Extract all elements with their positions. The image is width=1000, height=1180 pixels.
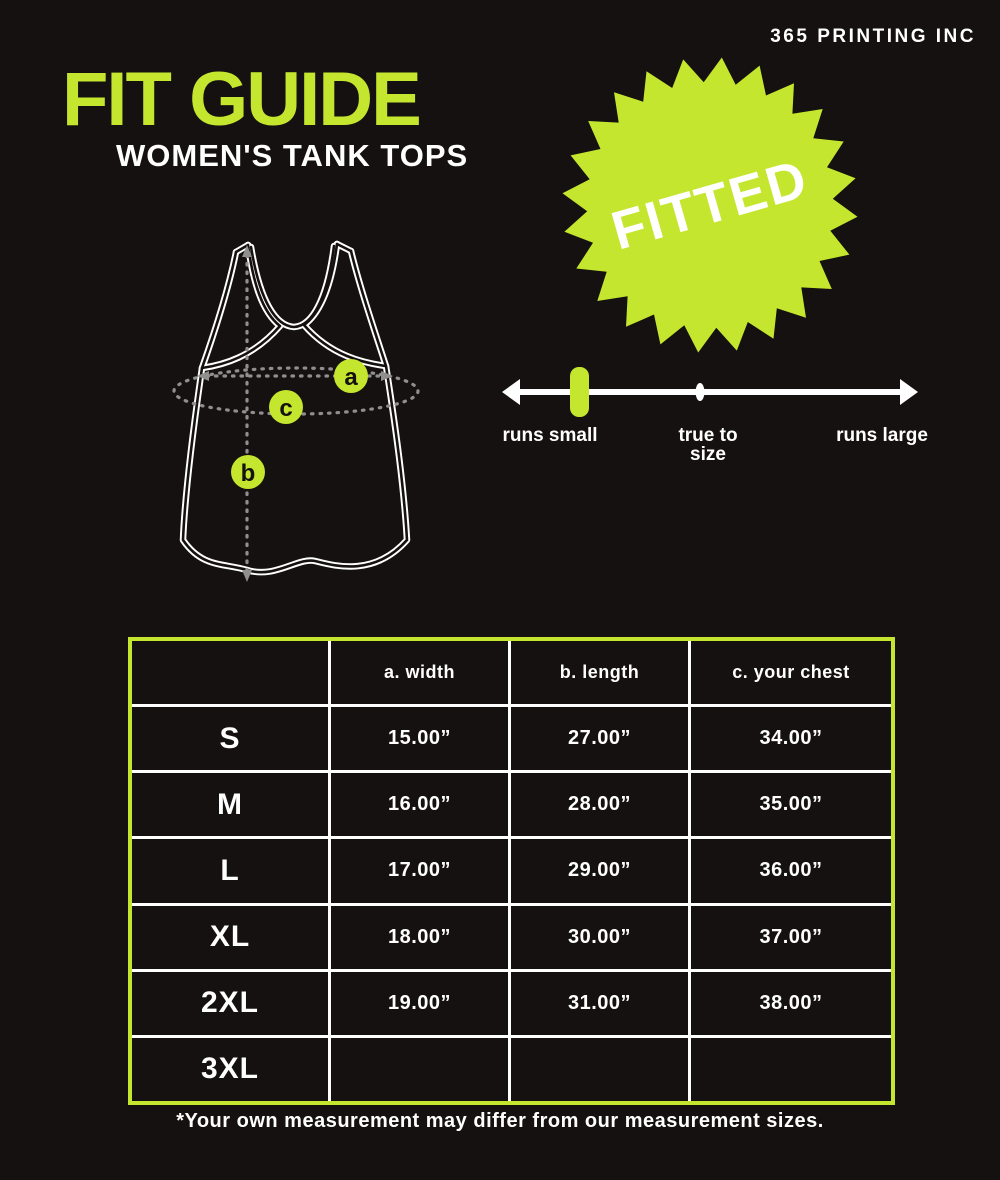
table-row-size: M [132,773,328,836]
table-header-chest: c. your chest [691,641,891,704]
table-cell-length: 29.00” [511,839,688,902]
table-cell-chest: 34.00” [691,707,891,770]
page-title: FIT GUIDE [62,57,420,142]
brand-name: 365 PRINTING INC [770,26,976,47]
marker-c [269,390,303,424]
table-header-length: b. length [511,641,688,704]
table-cell-length: 28.00” [511,773,688,836]
badge-label: FITTED [605,148,815,262]
marker-c-label: c [279,395,293,422]
scale-label-true-to-size: true to size [678,425,738,465]
marker-a [334,359,368,393]
fitted-badge [560,55,860,355]
table-row-size: 3XL [132,1038,328,1101]
table-cell-length: 30.00” [511,906,688,969]
table-cell-chest: 37.00” [691,906,891,969]
table-cell-width [331,1038,508,1101]
footnote: *Your own measurement may differ from our measurement sizes. [176,1110,824,1132]
table-row-size: XL [132,906,328,969]
scale-center-dot [696,383,705,401]
marker-b-label: b [240,460,256,487]
table-row-size: S [132,707,328,770]
table-cell-length [511,1038,688,1101]
scale-left-arrow-icon [502,379,520,405]
table-cell-chest: 36.00” [691,839,891,902]
scale-label-runs-large: runs large [836,425,928,446]
table-row-size: 2XL [132,972,328,1035]
scale-right-arrow-icon [900,379,918,405]
table-header-size [132,641,328,704]
table-cell-length: 31.00” [511,972,688,1035]
table-cell-length: 27.00” [511,707,688,770]
marker-b [231,455,265,489]
table-cell-width: 17.00” [331,839,508,902]
table-cell-width: 18.00” [331,906,508,969]
table-cell-width: 15.00” [331,707,508,770]
size-table [128,637,895,1105]
fit-scale [500,364,920,422]
scale-label-runs-small: runs small [502,425,598,446]
table-cell-chest: 38.00” [691,972,891,1035]
page-subtitle: WOMEN'S TANK TOPS [116,138,469,173]
table-cell-width: 19.00” [331,972,508,1035]
table-cell-width: 16.00” [331,773,508,836]
table-header-width: a. width [331,641,508,704]
table-cell-chest [691,1038,891,1101]
table-cell-chest: 35.00” [691,773,891,836]
tank-top-diagram [150,230,470,590]
marker-a-label: a [344,364,358,391]
scale-indicator-marker [570,367,589,417]
table-row-size: L [132,839,328,902]
